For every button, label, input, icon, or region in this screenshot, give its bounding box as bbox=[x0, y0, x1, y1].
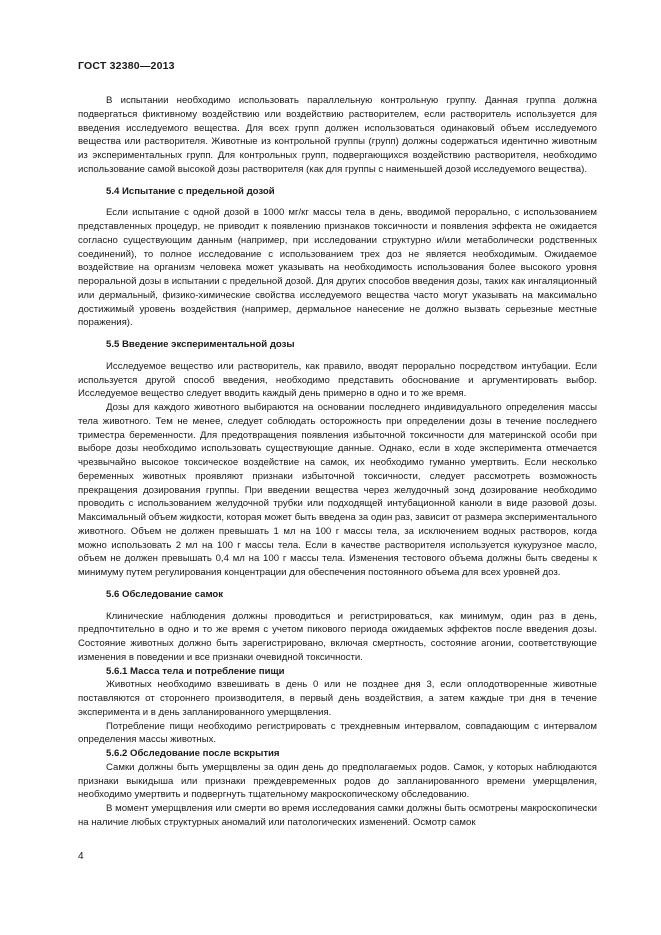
page-number: 4 bbox=[78, 851, 84, 862]
paragraph-necropsy: Самки должны быть умерщвлены за один день до предполагаемых родов. Самок, у которых наблюдаются признаки выкидыша или признаки преждевременных родов до запланированного времени умерщвления, необходимо умертвить и подвергнуть тщательному макроскопическому обследованию. bbox=[78, 761, 597, 801]
paragraph-control-group: В испытании необходимо использовать параллельную контрольную группу. Данная группа должна подвергаться фиктивному воздействию или воздействию растворителем, если растворитель используется для введения исследуемого вещества. Для всех групп должен использоваться одинаковый объем исследуемого вещества или растворителя. Животные из контрольной группы (групп) должны содержаться идентично животным из экспериментальных групп. Для контрольных групп, подвергающихся воздействию растворителя, необходимо использование самой высокой дозы растворителя (как для группы с наименьшей дозой исследуемого вещества). bbox=[78, 95, 597, 175]
paragraph-macroscopic-exam: В момент умерщвления или смерти во время исследования самки должны быть осмотрены макроскопически на наличие любых структурных аномалий или патологических изменений. Осмотр самок bbox=[78, 803, 597, 828]
subsection-heading-5-6-1: 5.6.1 Масса тела и потребление пищи bbox=[106, 665, 285, 677]
paragraph-clinical-observations: Клинические наблюдения должны проводиться и регистрироваться, как минимум, один раз в день, предпочтительно в одно и то же время с учетом пикового периода ожидаемых эффектов после введения дозы. Состояние животных должно быть зарегистрировано, включая смертность, состояние агонии, соответствующие изменения в поведении и все признаки очевидной токсичности. bbox=[78, 610, 597, 663]
document-body bbox=[78, 94, 597, 830]
section-heading-5-4: 5.4 Испытание с предельной дозой bbox=[106, 185, 275, 197]
section-heading-5-5: 5.5 Введение экспериментальной дозы bbox=[106, 339, 295, 350]
paragraph-body-weight: Животных необходимо взвешивать в день 0 или не позднее дня 3, если оплодотворенные животные поставляются от стороннего производителя, в первый день воздействия, а затем каждые три дня в течение эксперимента и в день запланированного умерщвления. bbox=[78, 679, 597, 718]
subsection-heading-5-6-2: 5.6.2 Обследование после вскрытия bbox=[106, 748, 280, 759]
section-heading-5-6: 5.6 Обследование самок bbox=[106, 588, 224, 600]
standard-header: ГОСТ 32380—2013 bbox=[78, 60, 175, 72]
paragraph-limit-dose: Если испытание с одной дозой в 1000 мг/кг массы тела в день, вводимой перорально, с использованием представленных процедур, не приводит к появлению признаков токсичности и появления эффекта не ожидается согласно существующим данным (например, при исследовании структурно и/или метаболически родственных соединений), то полное исследование с использованием трех доз не является необходимым. Ожидаемое воздействие на организм человека может указывать на необходимость использования более высокого уровня пероральной дозы в испытании с предельной дозой. Для других способов введения дозы, таких как ингаляционный или дермальный, физико-химические свойства исследуемого вещества часто могут указывать на максимально достижимый уровень воздействия (например, дермальное нанесение не должно вызвать серьезные местные поражения). bbox=[78, 207, 597, 329]
paragraph-dose-selection: Дозы для каждого животного выбираются на основании последнего индивидуального определения массы тела животного. Тем не менее, следует соблюдать осторожность при определении дозы в течение последнего триместра беременности. Для предотвращения появления избыточной токсичности для материнской особи при выборе дозы необходимо использовать существующие данные. Однако, если в ходе эксперимента отмечается чрезвычайно высокое токсическое воздействие на самок, их необходимо гуманно умертвить. Если несколько беременных животных проявляют признаки избыточной токсичности, следует рассмотреть возможность прекращения дозирования группы. При введении вещества через желудочный зонд дозирование необходимо проводить с использованием желудочной трубки или подходящей интубационной канюли в виде разовой дозы. Максимальный объем жидкости, которая может быть введена за один раз, зависит от размера экспериментального животного. Объем не должен превышать 1 мл на 100 г массы тела, за исключением водных растворов, когда можно использовать 2 мл на 100 г массы тела. Если в качестве растворителя используется кукурузное масло, объем не должен превышать 0,4 мл на 100 г массы тела. Изменения тестового объема должны быть сведены к минимуму путем регулирования концентрации для обеспечения постоянного объема для всех уровней доз. bbox=[78, 402, 597, 578]
paragraph-food-consumption: Потребление пищи необходимо регистрировать с трехдневным интервалом, совпадающим с интервалом определения массы животных. bbox=[78, 720, 597, 746]
paragraph-administration: Исследуемое вещество или растворитель, как правило, вводят перорально посредством интубации. Если используется другой способ введения, необходимо представить обоснование и аргументировать выбор. Исследуемое вещество следует вводить каждый день примерно в одно и то же время. bbox=[78, 360, 597, 400]
